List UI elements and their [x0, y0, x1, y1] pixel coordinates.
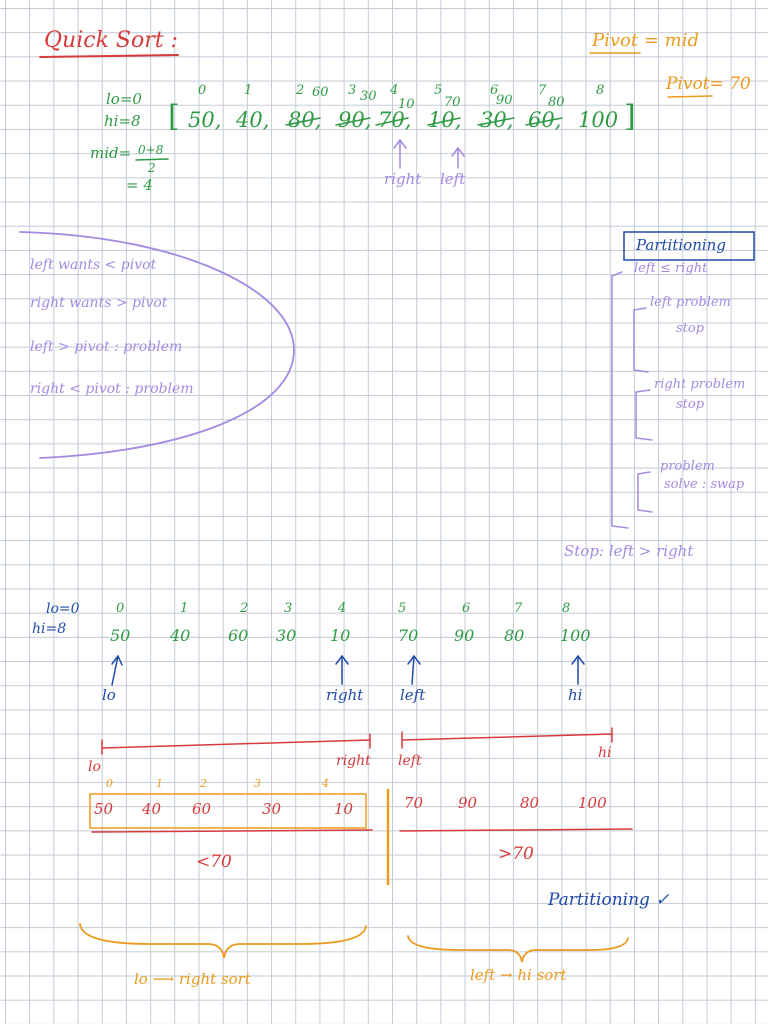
loop-bracket: [612, 272, 628, 528]
middle-index-6: 6: [462, 601, 471, 616]
top-index-4: 4: [390, 83, 399, 98]
middle-value-2: 60: [228, 626, 249, 645]
mid-label: mid=: [90, 144, 132, 162]
middle-index-1: 1: [180, 601, 189, 616]
left-partition-index-3: 3: [254, 777, 261, 790]
arrow-hi-label: hi: [568, 686, 583, 704]
middle-index-7: 7: [514, 601, 523, 616]
right-partition-value-3: 100: [578, 794, 607, 812]
middle-value-1: 40: [170, 626, 191, 645]
range-hi-label: hi: [598, 745, 612, 761]
right-sort-label: left → hi sort: [470, 966, 567, 984]
step2-condition: right problem: [654, 377, 746, 392]
middle-index-0: 0: [116, 601, 125, 616]
top-bracket-close: ]: [624, 99, 636, 134]
title-underline: [40, 55, 178, 57]
range-right-label: right: [336, 753, 371, 769]
arrow-right-top: [394, 140, 406, 168]
top-swap-5: 80: [548, 95, 565, 110]
top-swap-0: 60: [312, 85, 329, 100]
middle-index-5: 5: [398, 601, 407, 616]
brace-left: [80, 924, 366, 958]
step2-action: stop: [676, 397, 705, 412]
left-partition-underline: [92, 830, 372, 832]
top-hi-label: hi=8: [104, 112, 141, 130]
left-partition-box: [90, 794, 366, 828]
range-left-label: left: [398, 753, 422, 769]
middle-value-4: 10: [330, 626, 351, 645]
pivot-value-underline: [668, 96, 712, 97]
left-partition-value-3: 30: [262, 800, 282, 818]
step3-bracket: [638, 472, 652, 512]
middle-value-7: 80: [504, 626, 525, 645]
arrow-right-label: right: [326, 686, 364, 704]
top-index-7: 7: [538, 83, 547, 98]
middle-value-6: 90: [454, 626, 475, 645]
step2-bracket: [636, 390, 652, 440]
left-partition-index-4: 4: [322, 777, 329, 790]
pivot-value: Pivot= 70: [666, 74, 751, 94]
left-partition-value-4: 10: [334, 800, 354, 818]
rule-1: right wants > pivot: [30, 295, 168, 311]
top-index-2: 2: [296, 83, 305, 98]
top-value-5: 10,: [428, 108, 462, 132]
top-index-0: 0: [198, 83, 207, 98]
left-partition-value-0: 50: [94, 800, 114, 818]
mid-fraction-bar: [136, 159, 168, 160]
top-value-4: 70,: [378, 108, 412, 132]
step1-bracket: [634, 308, 648, 372]
middle-index-3: 3: [284, 601, 293, 616]
middle-value-8: 100: [560, 626, 591, 645]
middle-index-2: 2: [240, 601, 249, 616]
middle-index-4: 4: [338, 601, 347, 616]
top-swap-2: 10: [398, 97, 415, 112]
middle-value-5: 70: [398, 626, 419, 645]
arrow-lo: [112, 656, 122, 685]
arrow-hi: [572, 656, 584, 684]
top-value-8: 100: [578, 108, 619, 132]
mid-expression: 0+8: [138, 143, 164, 157]
left-partition-caption: <70: [196, 852, 232, 872]
left-partition-index-2: 2: [200, 777, 207, 790]
top-right-label: right: [384, 170, 422, 188]
range-right: [402, 728, 612, 748]
right-partition-caption: >70: [498, 844, 534, 864]
range-lo-label: lo: [88, 759, 101, 775]
left-partition-value-2: 60: [192, 800, 212, 818]
left-sort-label: lo ⟶ right sort: [134, 970, 251, 988]
mid-result: = 4: [126, 176, 153, 194]
arrow-left-label: left: [400, 686, 426, 704]
top-index-8: 8: [596, 83, 605, 98]
range-left: [102, 734, 370, 754]
right-partition-underline: [400, 829, 632, 831]
left-partition-index-1: 1: [156, 777, 163, 790]
partitioning-loop: left ≤ right: [634, 261, 708, 276]
top-index-5: 5: [434, 83, 443, 98]
top-bracket-open: [: [168, 99, 180, 134]
top-swap-1: 30: [360, 89, 377, 104]
rule-0: left wants < pivot: [30, 257, 157, 273]
top-value-1: 40,: [236, 108, 270, 132]
pivot-rule: Pivot = mid: [592, 30, 699, 51]
mid-hi-label: hi=8: [32, 621, 67, 637]
mid-lo-label: lo=0: [46, 601, 80, 617]
middle-value-3: 30: [276, 626, 297, 645]
brace-right: [408, 936, 628, 962]
rule-3: right < pivot : problem: [30, 381, 194, 397]
rule-2: left > pivot : problem: [30, 339, 183, 355]
partitioning-done-label: Partitioning ✓: [548, 890, 670, 910]
top-index-3: 3: [348, 83, 357, 98]
top-value-0: 50,: [188, 108, 222, 132]
top-index-6: 6: [490, 83, 499, 98]
top-left-label: left: [440, 170, 466, 188]
top-value-3: 90,: [338, 108, 372, 132]
arrow-lo-label: lo: [102, 686, 116, 704]
stop-condition: Stop: left > right: [564, 542, 694, 560]
top-swap-4: 90: [496, 93, 513, 108]
left-partition-index-0: 0: [106, 777, 113, 790]
left-partition-value-1: 40: [142, 800, 162, 818]
middle-index-8: 8: [562, 601, 571, 616]
step3-action: solve : swap: [664, 477, 745, 492]
middle-value-0: 50: [110, 626, 131, 645]
page-title: Quick Sort :: [44, 28, 178, 53]
top-index-1: 1: [244, 83, 253, 98]
mid-denominator: 2: [148, 161, 156, 175]
right-partition-value-2: 80: [520, 794, 540, 812]
arrow-right: [336, 656, 348, 684]
right-partition-value-1: 90: [458, 794, 478, 812]
top-lo-label: lo=0: [106, 90, 142, 108]
step3-condition: problem: [660, 459, 715, 474]
arrow-left-top: [452, 148, 464, 168]
arrow-left: [408, 656, 420, 684]
step1-condition: left problem: [650, 295, 731, 310]
top-value-6: 30,: [480, 108, 514, 132]
top-value-2: 80,: [288, 108, 322, 132]
top-value-7: 60,: [528, 108, 562, 132]
top-swap-3: 70: [444, 95, 461, 110]
partitioning-title: Partitioning: [636, 236, 726, 254]
step1-action: stop: [676, 321, 705, 336]
right-partition-value-0: 70: [404, 794, 424, 812]
